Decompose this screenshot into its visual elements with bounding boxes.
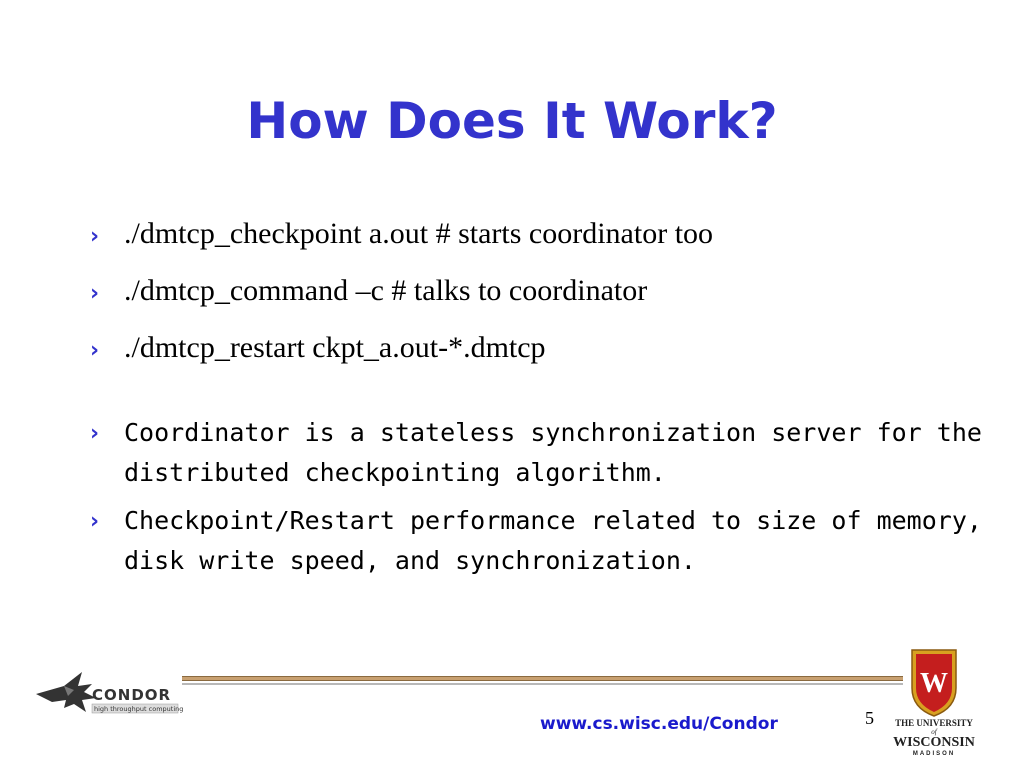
bullet-text: ./dmtcp_restart ckpt_a.out-*.dmtcp [124, 331, 546, 364]
uw-line-madison: MADISON [912, 751, 956, 757]
bullet-marker: › [90, 509, 100, 534]
uw-crest-letter: W [920, 668, 948, 699]
page-number: 5 [865, 708, 874, 728]
bullet-item [84, 271, 984, 311]
bullet-item [84, 214, 984, 254]
uw-line-of: of [931, 728, 937, 736]
bullet-item [84, 413, 984, 493]
footer-url-link[interactable]: www.cs.wisc.edu/Condor [540, 714, 778, 734]
bullet-marker: › [90, 338, 100, 363]
bullet-marker: › [90, 281, 100, 306]
uw-line-wisconsin: WISCONSIN [893, 735, 975, 750]
bullet-item [84, 501, 984, 581]
footer-rule [182, 676, 903, 681]
uw-crest-icon [912, 650, 956, 716]
uw-madison-logo [884, 642, 984, 758]
bullet-text: ./dmtcp_command –c # talks to coordinator [124, 274, 648, 307]
condor-wordmark: CONDOR [92, 686, 172, 704]
slide-title: How Does It Work? [246, 92, 778, 150]
condor-logo [34, 668, 184, 720]
condor-tagline: high throughput computing [94, 705, 184, 713]
uw-line-university: THE UNIVERSITY [895, 718, 973, 728]
bullet-text: Coordinator is a stateless synchronization server for the distributed checkpointing algorithm. [124, 418, 982, 487]
footer-rule-shadow [182, 683, 903, 685]
condor-bird-icon [36, 672, 96, 712]
bullet-marker: › [90, 224, 100, 249]
bullet-text: Checkpoint/Restart performance related to size of memory, disk write speed, and synchronization. [124, 506, 982, 575]
bullet-list [84, 214, 984, 589]
bullet-text: ./dmtcp_checkpoint a.out # starts coordinator too [124, 217, 714, 250]
bullet-spacer [84, 385, 984, 413]
bullet-item [84, 328, 984, 368]
bullet-marker: › [90, 421, 100, 446]
